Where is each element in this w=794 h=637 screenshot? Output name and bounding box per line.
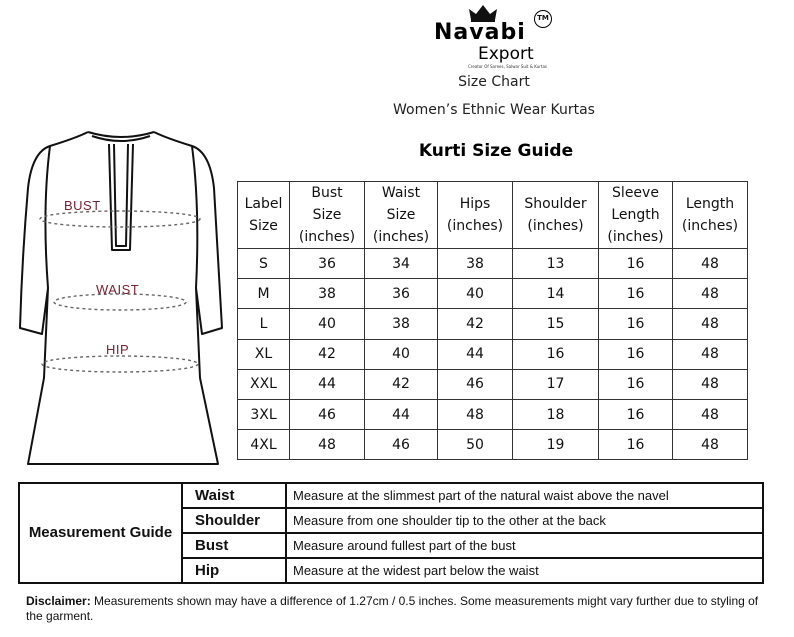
table-row — [238, 430, 748, 460]
size-value-cell: 42 — [438, 309, 513, 339]
size-header-line: Bust — [311, 185, 343, 201]
size-value-cell: 48 — [673, 249, 748, 279]
guide-term: Waist — [182, 483, 286, 508]
size-table — [237, 181, 748, 460]
size-label-cell: S — [238, 249, 290, 279]
size-value-cell: 38 — [365, 309, 438, 339]
table-row — [238, 279, 748, 309]
size-header-line: Sleeve — [612, 185, 659, 201]
size-value-cell: 40 — [438, 279, 513, 309]
size-value-cell: 46 — [438, 369, 513, 399]
guide-description: Measure at the slimmest part of the natural waist above the navel — [286, 483, 763, 508]
size-value-cell: 44 — [438, 339, 513, 369]
guide-description: Measure at the widest part below the waist — [286, 558, 763, 583]
size-header-line: (inches) — [681, 218, 739, 234]
size-value-cell: 16 — [599, 339, 673, 369]
size-value-cell: 48 — [438, 399, 513, 429]
brand-tagline: Creator Of Sarees, Salwar Suit & Kurtas — [468, 64, 547, 69]
size-value-cell: 34 — [365, 249, 438, 279]
guide-description: Measure from one shoulder tip to the other at the back — [286, 508, 763, 533]
trademark-badge: TM — [534, 10, 552, 28]
size-value-cell: 46 — [290, 399, 365, 429]
size-value-cell: 16 — [599, 430, 673, 460]
table-row — [238, 369, 748, 399]
disclaimer-label: Disclaimer: — [26, 594, 91, 608]
size-header-line: (inches) — [446, 218, 504, 234]
size-label-cell: 3XL — [238, 399, 290, 429]
size-value-cell: 46 — [365, 430, 438, 460]
size-table-header — [238, 182, 748, 249]
size-value-cell: 18 — [513, 399, 599, 429]
size-label-cell: XL — [238, 339, 290, 369]
size-header-line: Label — [244, 196, 283, 212]
size-header-cell — [365, 182, 438, 249]
brand-name: Navabi — [434, 20, 526, 45]
size-header-line: Hips — [459, 196, 491, 212]
guide-row — [19, 483, 763, 508]
size-header-cell — [599, 182, 673, 249]
table-row — [238, 309, 748, 339]
kurta-outline-icon — [14, 128, 228, 472]
size-header-line: (inches) — [298, 229, 356, 245]
size-label-cell: XXL — [238, 369, 290, 399]
size-value-cell: 16 — [599, 309, 673, 339]
size-header-cell — [290, 182, 365, 249]
size-value-cell: 48 — [673, 430, 748, 460]
guide-term: Bust — [182, 533, 286, 558]
brand-logo — [430, 4, 570, 72]
size-value-cell: 16 — [599, 249, 673, 279]
table-row — [238, 399, 748, 429]
size-label-cell: L — [238, 309, 290, 339]
size-table-body — [238, 249, 748, 460]
size-value-cell: 48 — [673, 309, 748, 339]
bust-label: BUST — [64, 198, 101, 213]
size-header-line: Size — [312, 207, 342, 223]
size-value-cell: 42 — [365, 369, 438, 399]
size-value-cell: 42 — [290, 339, 365, 369]
waist-label: WAIST — [96, 282, 140, 297]
size-header-line: Shoulder — [524, 196, 587, 212]
size-value-cell: 16 — [513, 339, 599, 369]
guide-title: Kurti Size Guide — [418, 141, 574, 161]
size-value-cell: 44 — [290, 369, 365, 399]
size-value-cell: 48 — [673, 369, 748, 399]
size-header-line: (inches) — [607, 229, 664, 245]
size-value-cell: 36 — [365, 279, 438, 309]
brand-sub: Export — [478, 44, 534, 64]
size-header-line: Size — [249, 218, 278, 234]
size-header-cell — [238, 182, 290, 249]
size-value-cell: 13 — [513, 249, 599, 279]
measurement-guide — [18, 482, 764, 584]
size-value-cell: 48 — [673, 279, 748, 309]
size-value-cell: 16 — [599, 279, 673, 309]
size-value-cell: 16 — [599, 399, 673, 429]
size-value-cell: 19 — [513, 430, 599, 460]
size-header-cell — [438, 182, 513, 249]
guide-description: Measure around fullest part of the bust — [286, 533, 763, 558]
size-header-line: Length — [611, 207, 660, 223]
guide-term: Hip — [182, 558, 286, 583]
size-header-line: Waist — [381, 185, 421, 201]
size-header-line: Length — [685, 196, 735, 212]
size-value-cell: 48 — [673, 339, 748, 369]
size-value-cell: 44 — [365, 399, 438, 429]
size-value-cell: 40 — [290, 309, 365, 339]
size-value-cell: 48 — [290, 430, 365, 460]
size-header-line: (inches) — [527, 218, 584, 234]
hip-label: HIP — [106, 342, 130, 357]
size-value-cell: 16 — [599, 369, 673, 399]
table-row — [238, 249, 748, 279]
size-value-cell: 48 — [673, 399, 748, 429]
kurta-illustration — [14, 128, 228, 472]
size-value-cell: 50 — [438, 430, 513, 460]
size-value-cell: 38 — [290, 279, 365, 309]
size-header-line: (inches) — [372, 229, 430, 245]
size-label-cell: M — [238, 279, 290, 309]
size-value-cell: 17 — [513, 369, 599, 399]
size-value-cell: 38 — [438, 249, 513, 279]
disclaimer — [26, 594, 778, 624]
size-value-cell: 40 — [365, 339, 438, 369]
size-header-cell — [513, 182, 599, 249]
disclaimer-text: Measurements shown may have a difference of 1.27cm / 0.5 inches. Some measurements might vary further due to styling of the garment. — [26, 594, 759, 623]
guide-term: Shoulder — [182, 508, 286, 533]
table-row — [238, 339, 748, 369]
size-chart-title: Size Chart — [458, 74, 530, 90]
size-value-cell: 15 — [513, 309, 599, 339]
guide-heading: Measurement Guide — [19, 483, 182, 583]
category-title: Women’s Ethnic Wear Kurtas — [393, 102, 595, 118]
size-header-cell — [673, 182, 748, 249]
size-label-cell: 4XL — [238, 430, 290, 460]
size-value-cell: 36 — [290, 249, 365, 279]
size-header-line: Size — [386, 207, 416, 223]
size-value-cell: 14 — [513, 279, 599, 309]
